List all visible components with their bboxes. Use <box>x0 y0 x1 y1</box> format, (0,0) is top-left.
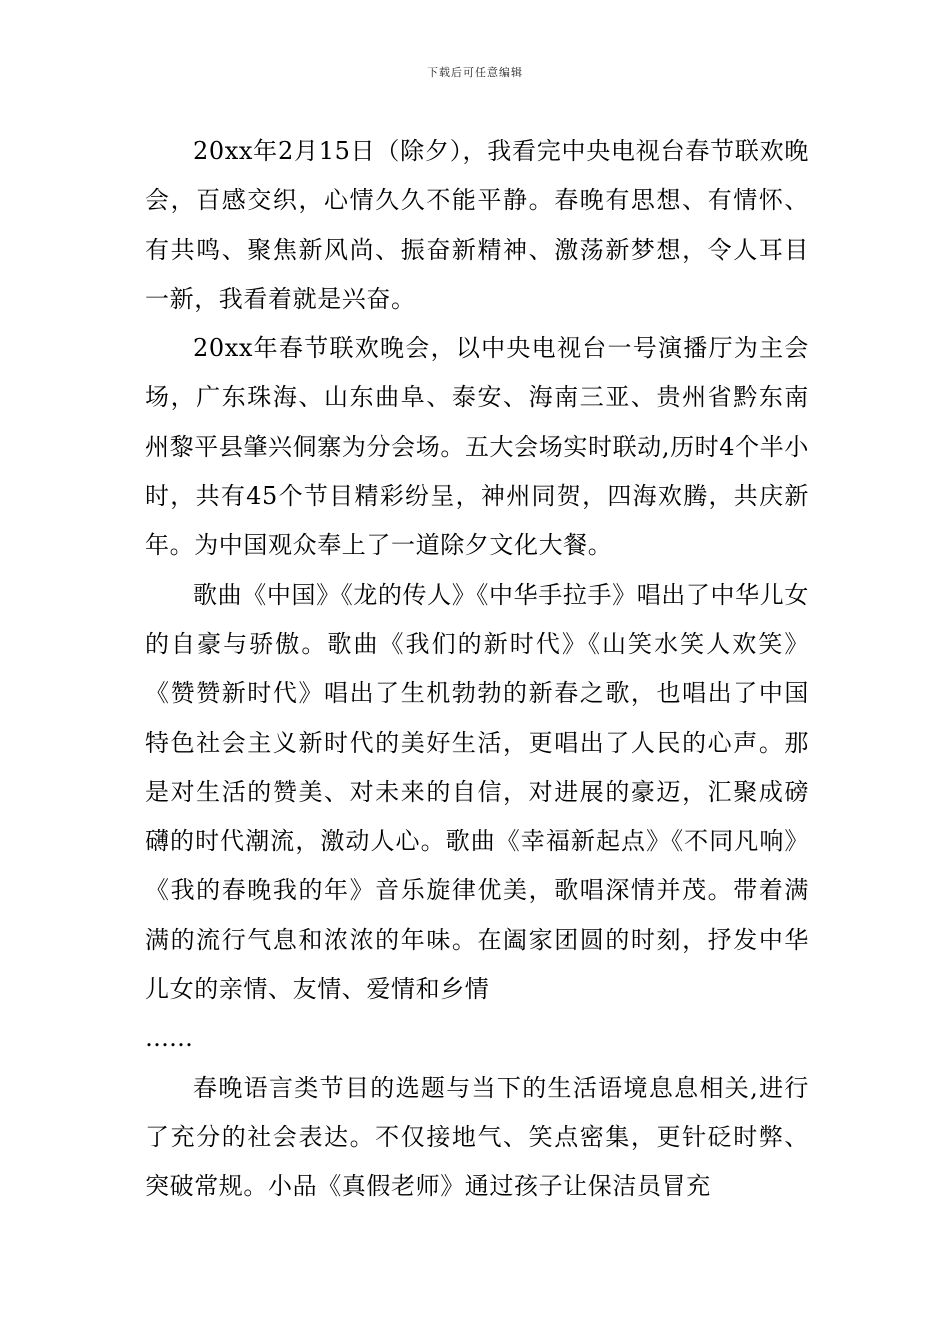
paragraph-2: 20xx年春节联欢晚会，以中央电视台一号演播厅为主会场，广东珠海、山东曲阜、泰安、海南三亚、贵州省黔东南州黎平县肇兴侗寨为分会场。五大会场实时联动,历时4个半小时，共有45个节目精彩纷呈，神州同贺，四海欢腾，共庆新年。为中国观众奉上了一道除夕文化大餐。 <box>145 334 809 560</box>
paragraph-3-ellipsis: …… <box>145 1024 193 1053</box>
document-body <box>145 127 809 1212</box>
paragraph-4: 春晚语言类节目的选题与当下的生活语境息息相关,进行了充分的社会表达。不仅接地气、笑点密集，更针砭时弊、突破常规。小品《真假老师》通过孩子让保洁员冒充 <box>145 1073 809 1201</box>
paragraph-1: 20xx年2月15日（除夕），我看完中央电视台春节联欢晚会，百感交织，心情久久不能平静。春晚有思想、有情怀、有共鸣、聚焦新风尚、振奋新精神、激荡新梦想，令人耳目一新，我看着就是兴奋。 <box>145 137 809 313</box>
paragraph-3: 歌曲《中国》《龙的传人》《中华手拉手》唱出了中华儿女的自豪与骄傲。歌曲《我们的新时代》《山笑水笑人欢笑》《赞赞新时代》唱出了生机勃勃的新春之歌，也唱出了中国特色社会主义新时代的美好生活，更唱出了人民的心声。那是对生活的赞美、对未来的自信，对进展的豪迈，汇聚成磅礴的时代潮流，激动人心。歌曲《幸福新起点》《不同凡响》《我的春晚我的年》音乐旋律优美，歌唱深情并茂。带着满满的流行气息和浓浓的年味。在阖家团圆的时刻，抒发中华儿女的亲情、友情、爱情和乡情 <box>145 580 809 1004</box>
page-header-note: 下载后可任意编辑 <box>427 66 523 79</box>
